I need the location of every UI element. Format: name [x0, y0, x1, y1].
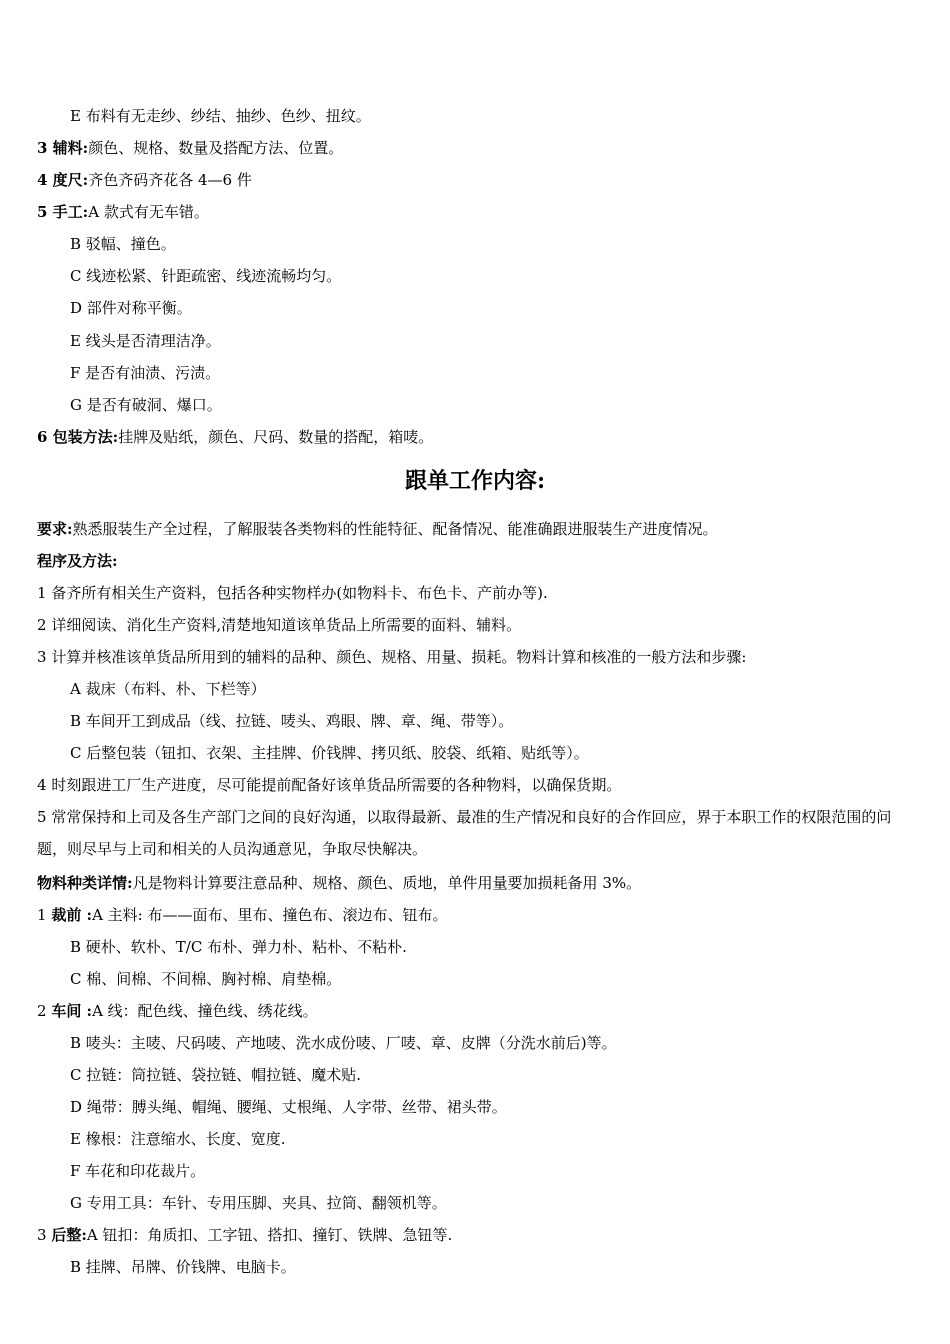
line-text: 备齐所有相关生产资料，包括各种实物样办(如物料卡、布色卡、产前办等). — [51, 584, 548, 602]
numbered-item — [37, 170, 920, 190]
line-text: C 后整包装（钮扣、衣架、主挂牌、价钱牌、拷贝纸、胶袋、纸箱、贴纸等）。 — [70, 744, 589, 762]
line-text: D 绳带：膊头绳、帽绳、腰绳、丈根绳、人字带、丝带、裙头带。 — [70, 1098, 507, 1116]
line-text: C 线迹松紧、针距疏密、线迹流畅均匀。 — [70, 267, 342, 285]
line-text: 颜色、规格、数量及搭配方法、位置。 — [88, 139, 344, 157]
section-title: 跟单工作内容: — [404, 468, 546, 494]
line-text: D 部件对称平衡。 — [70, 299, 192, 317]
item-number: 2 — [37, 1002, 52, 1020]
requirement-line — [37, 873, 920, 893]
requirement-line — [37, 519, 920, 539]
line-text: 齐色齐码齐花各 4—6 件 — [88, 171, 252, 189]
numbered-item — [37, 801, 920, 865]
paragraph-line — [70, 679, 920, 699]
item-number: 3 — [37, 1226, 52, 1244]
item-label: 车间 : — [51, 1002, 93, 1020]
paragraph-line — [70, 1065, 920, 1085]
line-text: B 挂牌、吊牌、价钱牌、电脑卡。 — [70, 1258, 296, 1276]
paragraph-line — [70, 937, 920, 957]
item-number: 2 — [37, 616, 52, 634]
item-label: 包装方法: — [52, 428, 119, 446]
paragraph-line — [70, 1257, 920, 1277]
item-label: 辅料: — [52, 139, 89, 157]
line-text: A 主料: 布——面布、里布、撞色布、滚边布、钮布。 — [92, 906, 448, 924]
line-text: A 钮扣：角质扣、工字钮、搭扣、撞钉、铁牌、急钮等. — [86, 1226, 453, 1244]
item-number: 3 — [37, 139, 53, 157]
line-text: 挂牌及贴纸，颜色、尺码、数量的搭配，箱唛。 — [118, 428, 434, 446]
item-number: 4 — [37, 776, 52, 794]
line-text: F 是否有油渍、污渍。 — [70, 364, 221, 382]
numbered-item — [37, 138, 920, 158]
paragraph-line — [70, 743, 920, 763]
item-label: 物料种类详情: — [37, 874, 133, 892]
line-text: A 款式有无车错。 — [88, 203, 209, 221]
numbered-item — [37, 1225, 920, 1245]
paragraph-line — [70, 1193, 920, 1213]
paragraph-line — [70, 711, 920, 731]
line-text: F 车花和印花裁片。 — [70, 1162, 206, 1180]
item-label: 裁前 : — [51, 906, 93, 924]
item-number: 1 — [37, 906, 52, 924]
line-text: C 拉链：筒拉链、袋拉链、帽拉链、魔术贴. — [70, 1066, 362, 1084]
item-number: 3 — [37, 648, 52, 666]
item-label: 度尺: — [52, 171, 89, 189]
line-text: 详细阅读、消化生产资料,清楚地知道该单货品上所需要的面料、辅料。 — [51, 616, 522, 634]
item-number: 4 — [37, 171, 53, 189]
line-text: G 是否有破洞、爆口。 — [70, 396, 222, 414]
item-label: 程序及方法: — [37, 552, 118, 570]
paragraph-line — [70, 234, 920, 254]
paragraph-line — [70, 331, 920, 351]
numbered-item — [37, 905, 920, 925]
paragraph-line — [70, 969, 920, 989]
line-text: B 车间开工到成品（线、拉链、唛头、鸡眼、牌、章、绳、带等）。 — [70, 712, 514, 730]
numbered-item — [37, 427, 920, 447]
paragraph-line — [70, 395, 920, 415]
line-text: B 硬朴、软朴、T/C 布朴、弹力朴、粘朴、不粘朴. — [70, 938, 407, 956]
line-text: E 布料有无走纱、纱结、抽纱、色纱、扭纹。 — [70, 107, 371, 125]
numbered-item — [37, 615, 920, 635]
numbered-item — [37, 583, 920, 603]
line-text: E 线头是否清理洁净。 — [70, 332, 221, 350]
item-label: 后整: — [51, 1226, 87, 1244]
line-text: A 线：配色线、撞色线、绣花线。 — [92, 1002, 318, 1020]
item-number: 6 — [37, 428, 53, 446]
paragraph-line — [70, 266, 920, 286]
line-text: C 棉、间棉、不间棉、胸衬棉、肩垫棉。 — [70, 970, 342, 988]
line-text: A 裁床（布料、朴、下栏等） — [70, 680, 266, 698]
paragraph-line — [70, 298, 920, 318]
subheading — [37, 551, 920, 571]
item-number: 5 — [37, 203, 53, 221]
item-number: 5 — [37, 808, 52, 826]
item-number: 1 — [37, 584, 52, 602]
paragraph-line — [70, 1129, 920, 1149]
line-text: 凡是物料计算要注意品种、规格、颜色、质地，单件用量要加损耗备用 3%。 — [132, 874, 642, 892]
item-label: 要求: — [37, 520, 73, 538]
line-text: 熟悉服装生产全过程，了解服装各类物料的性能特征、配备情况、能准确跟进服装生产进度情况。 — [72, 520, 718, 538]
line-text: E 橡根：注意缩水、长度、宽度. — [70, 1130, 286, 1148]
paragraph-line — [70, 1033, 920, 1053]
line-text: B 唛头：主唛、尺码唛、产地唛、洗水成份唛、厂唛、章、皮牌（分洗水前后)等。 — [70, 1034, 617, 1052]
numbered-item — [37, 1001, 920, 1021]
paragraph-line — [70, 1097, 920, 1117]
numbered-item — [37, 202, 920, 222]
line-text: B 驳幅、撞色。 — [70, 235, 176, 253]
line-text: 时刻跟进工厂生产进度，尽可能提前配备好该单货品所需要的各种物料，以确保货期。 — [51, 776, 622, 794]
paragraph-line — [70, 363, 920, 383]
numbered-item — [37, 775, 920, 795]
paragraph-line — [70, 1161, 920, 1181]
line-text: G 专用工具：车针、专用压脚、夹具、拉筒、翻领机等。 — [70, 1194, 447, 1212]
numbered-item — [37, 647, 920, 667]
item-label: 手工: — [52, 203, 89, 221]
line-text: 常常保持和上司及各生产部门之间的良好沟通，以取得最新、最准的生产情况和良好的合作回应，界于本职工作的权限范围的问题，则尽早与上司和相关的人员沟通意见，争取尽快解决。 — [37, 808, 892, 858]
line-text: 计算并核准该单货品所用到的辅料的品种、颜色、规格、用量、损耗。物料计算和核准的一般方法和步骤: — [51, 648, 747, 666]
paragraph-line — [70, 106, 920, 126]
